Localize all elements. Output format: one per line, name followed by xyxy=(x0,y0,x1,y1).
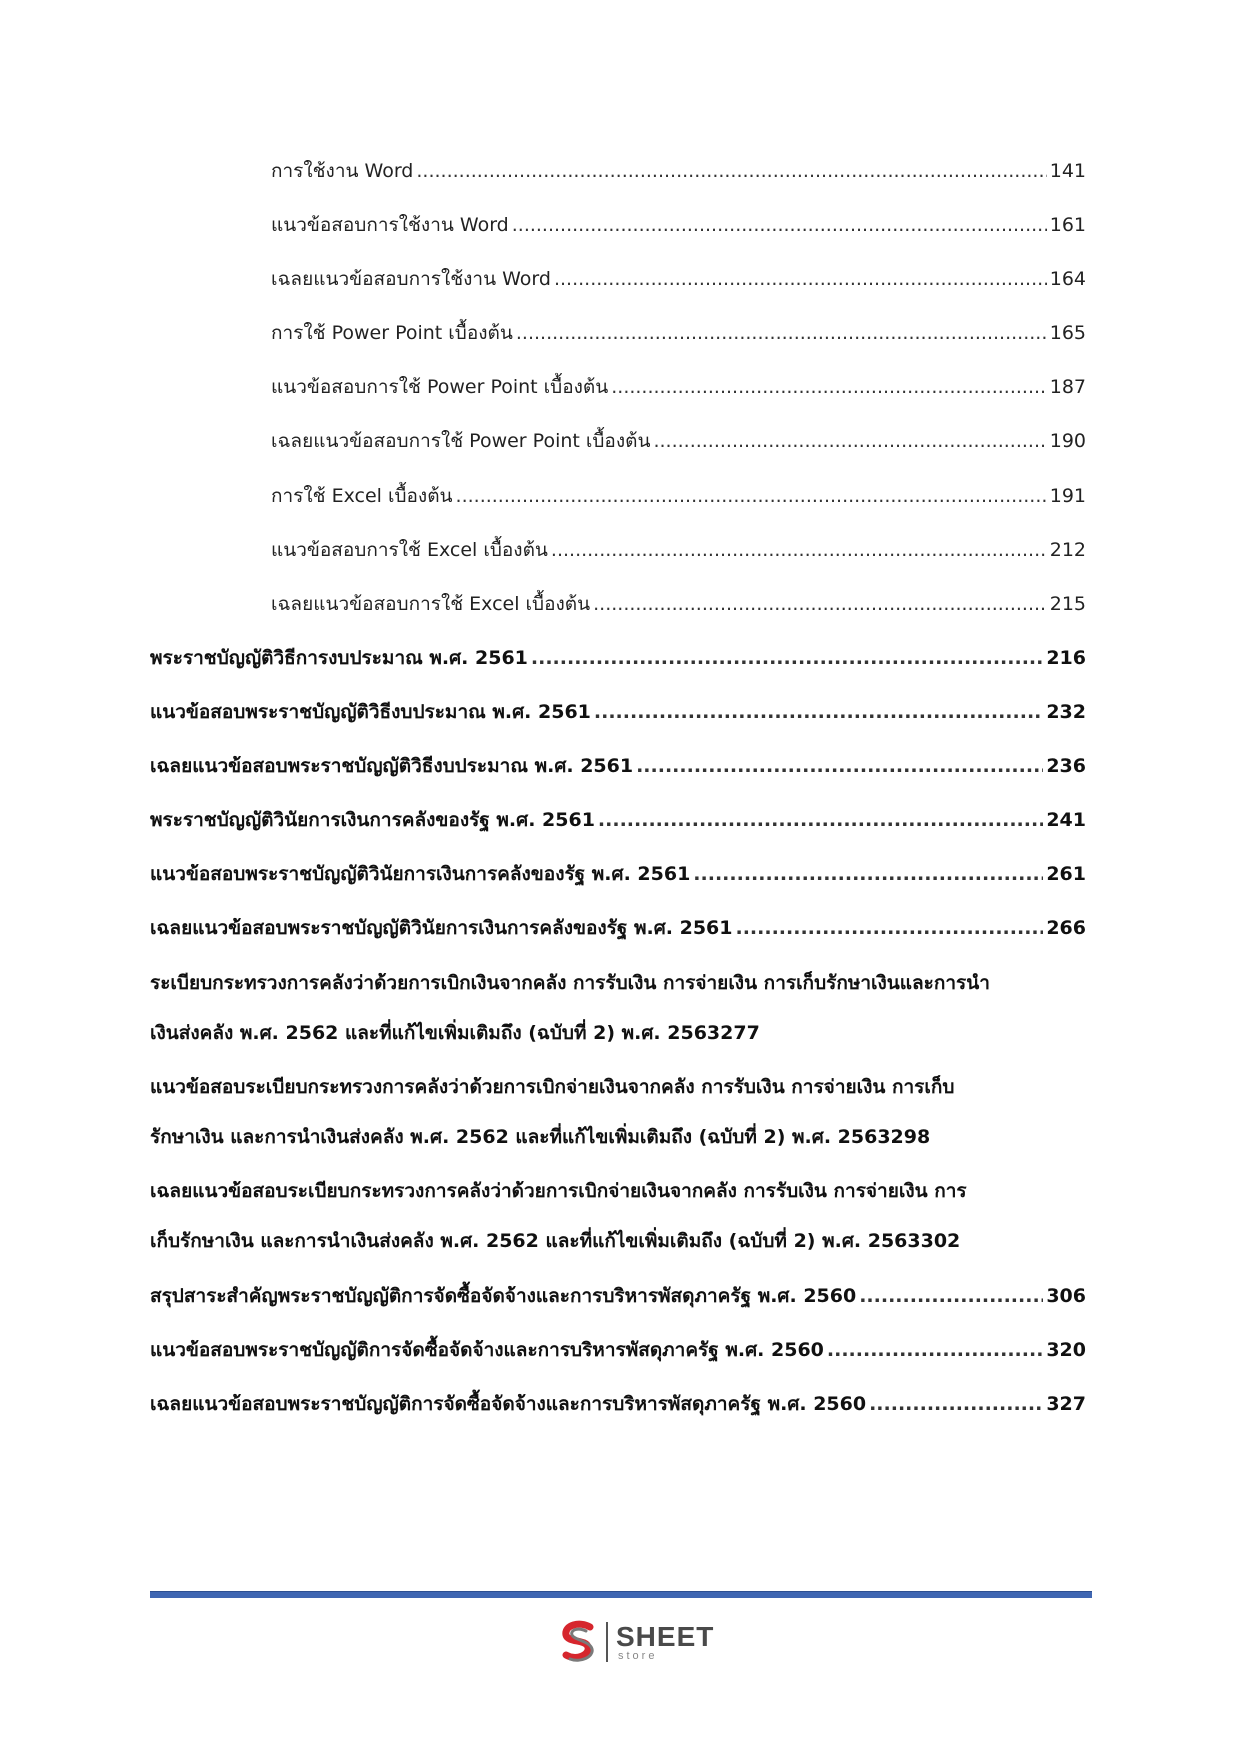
toc-entry-page: 306 xyxy=(1046,1285,1086,1307)
toc-leader-dots xyxy=(859,1285,1043,1307)
toc-entry-page: 190 xyxy=(1049,430,1086,452)
toc-entry-title: พระราชบัญญัติวิธีการงบประมาณ พ.ศ. 2561 xyxy=(150,647,528,669)
toc-entry[interactable] xyxy=(271,589,1086,619)
toc-entry-title: เฉลยแนวข้อสอบพระราชบัญญัติวินัยการเงินการคลังของรัฐ พ.ศ. 2561 xyxy=(150,917,733,939)
toc-entry-title: แนวข้อสอบพระราชบัญญัติวินัยการเงินการคลังของรัฐ พ.ศ. 2561 xyxy=(150,863,691,885)
toc-entry-page: 232 xyxy=(1046,701,1086,723)
toc-entry[interactable] xyxy=(150,913,1086,943)
toc-leader-dots xyxy=(594,701,1043,723)
toc-entry-title: เฉลยแนวข้อสอบการใช้ Excel เบื้องต้น xyxy=(271,593,591,615)
toc-entry-page: 165 xyxy=(1049,322,1086,344)
toc-entry[interactable] xyxy=(271,156,1086,186)
toc-entry-title: แนวข้อสอบพระราชบัญญัติการจัดซื้อจัดจ้างและการบริหารพัสดุภาครัฐ พ.ศ. 2560 xyxy=(150,1339,824,1361)
toc-entry-title: แนวข้อสอบการใช้ Power Point เบื้องต้น xyxy=(271,376,609,398)
footer-divider xyxy=(150,1591,1092,1598)
toc-entry-title: เฉลยแนวข้อสอบการใช้งาน Word xyxy=(271,268,551,290)
logo-word-store: store xyxy=(618,1649,658,1662)
toc-entry-title-line2-row xyxy=(150,1122,1086,1152)
toc-leader-dots xyxy=(869,1393,1043,1415)
toc-entry-page: 161 xyxy=(1049,214,1086,236)
toc-entry[interactable] xyxy=(150,1281,1086,1311)
toc-entry-page: 302 xyxy=(920,1230,961,1252)
toc-entry-title: การใช้ Excel เบื้องต้น xyxy=(271,485,453,507)
toc-entry-page: 191 xyxy=(1049,485,1086,507)
toc-entry[interactable] xyxy=(150,643,1086,673)
logo-separator xyxy=(606,1622,608,1662)
toc-entry-title: เฉลยแนวข้อสอบการใช้ Power Point เบื้องต้น xyxy=(271,430,651,452)
toc-leader-dots xyxy=(554,268,1047,290)
toc-entry-page: 261 xyxy=(1046,863,1086,885)
toc-entry[interactable] xyxy=(150,805,1086,835)
toc-leader-dots xyxy=(598,809,1043,831)
toc-entry-multiline[interactable] xyxy=(150,1072,1086,1152)
toc-entry-title: การใช้งาน Word xyxy=(271,160,414,182)
toc-entry-page: 216 xyxy=(1046,647,1086,669)
toc-leader-dots xyxy=(736,917,1044,939)
toc-entry[interactable] xyxy=(271,318,1086,348)
toc-entry[interactable] xyxy=(271,535,1086,565)
toc-entry-title-line1: เฉลยแนวข้อสอบระเบียบกระทรวงการคลังว่าด้วยการเบิกจ่ายเงินจากคลัง การรับเงิน การจ่ายเงิน การ xyxy=(150,1180,967,1202)
toc-entry-title-line1: ระเบียบกระทรวงการคลังว่าด้วยการเบิกเงินจากคลัง การรับเงิน การจ่ายเงิน การเก็บรักษาเงินและการนำ xyxy=(150,972,990,994)
toc-entry-multiline[interactable] xyxy=(150,968,1086,1048)
toc-entry-title: เฉลยแนวข้อสอบพระราชบัญญัติการจัดซื้อจัดจ้างและการบริหารพัสดุภาครัฐ พ.ศ. 2560 xyxy=(150,1393,867,1415)
toc-entry-page: 141 xyxy=(1049,160,1086,182)
toc-leader-dots xyxy=(653,430,1046,452)
toc-entry[interactable] xyxy=(271,426,1086,456)
logo-wordmark xyxy=(616,1620,715,1662)
toc-entry-page: 327 xyxy=(1046,1393,1086,1415)
toc-entry-page: 266 xyxy=(1046,917,1086,939)
sheet-store-s-icon xyxy=(556,1619,602,1665)
toc-leader-dots xyxy=(551,539,1047,561)
toc-entry-title-line2: เงินส่งคลัง พ.ศ. 2562 และที่แก้ไขเพิ่มเติมถึง (ฉบับที่ 2) พ.ศ. 2563 xyxy=(150,1022,721,1044)
toc-leader-dots xyxy=(827,1339,1043,1361)
toc-entry-title: แนวข้อสอบพระราชบัญญัติวิธีงบประมาณ พ.ศ. 2561 xyxy=(150,701,591,723)
toc-leader-dots xyxy=(516,322,1047,344)
toc-entry-title-line2: เก็บรักษาเงิน และการนำเงินส่งคลัง พ.ศ. 2562 และที่แก้ไขเพิ่มเติมถึง (ฉบับที่ 2) พ.ศ. 2563 xyxy=(150,1230,921,1252)
toc-leader-dots xyxy=(636,755,1043,777)
toc-entry-title-line2-row xyxy=(150,1226,1086,1256)
toc-entry[interactable] xyxy=(271,372,1086,402)
toc-entry[interactable] xyxy=(271,210,1086,240)
toc-entry-title: เฉลยแนวข้อสอบพระราชบัญญัติวิธีงบประมาณ พ.ศ. 2561 xyxy=(150,755,634,777)
toc-entry[interactable] xyxy=(150,1389,1086,1419)
toc-entry[interactable] xyxy=(150,859,1086,889)
sheet-store-logo xyxy=(556,1616,714,1668)
toc-entry-page: 320 xyxy=(1046,1339,1086,1361)
toc-entry-page: 241 xyxy=(1046,809,1086,831)
toc-entry-title: การใช้ Power Point เบื้องต้น xyxy=(271,322,513,344)
toc-leader-dots xyxy=(456,485,1047,507)
toc-entry-title-line1: แนวข้อสอบระเบียบกระทรวงการคลังว่าด้วยการเบิกจ่ายเงินจากคลัง การรับเงิน การจ่ายเงิน การเก็บ xyxy=(150,1076,955,1098)
toc-entry-page: 298 xyxy=(890,1126,931,1148)
toc-entry-page: 215 xyxy=(1049,593,1086,615)
toc-entry-page: 187 xyxy=(1049,376,1086,398)
toc-entry[interactable] xyxy=(150,1335,1086,1365)
toc-entry-multiline[interactable] xyxy=(150,1176,1086,1256)
toc-entry-page: 164 xyxy=(1049,268,1086,290)
logo-word-sheet: SHEET xyxy=(616,1620,715,1652)
toc-leader-dots xyxy=(512,214,1047,236)
toc-leader-dots xyxy=(693,863,1043,885)
toc-leader-dots xyxy=(416,160,1046,182)
toc-leader-dots xyxy=(531,647,1043,669)
toc-entry-title: สรุปสาระสำคัญพระราชบัญญัติการจัดซื้อจัดจ้างและการบริหารพัสดุภาครัฐ พ.ศ. 2560 xyxy=(150,1285,857,1307)
toc-leader-dots xyxy=(611,376,1047,398)
toc-entry-page: 236 xyxy=(1046,755,1086,777)
toc-entry-title-line2-row xyxy=(150,1018,1086,1048)
toc-entry-page: 277 xyxy=(720,1022,760,1044)
toc-entry-title-line2: รักษาเงิน และการนำเงินส่งคลัง พ.ศ. 2562 และที่แก้ไขเพิ่มเติมถึง (ฉบับที่ 2) พ.ศ. 2563 xyxy=(150,1126,891,1148)
toc-entry-title: พระราชบัญญัติวินัยการเงินการคลังของรัฐ พ.ศ. 2561 xyxy=(150,809,595,831)
toc-entry[interactable] xyxy=(271,264,1086,294)
toc-entry-title: แนวข้อสอบการใช้ Excel เบื้องต้น xyxy=(271,539,548,561)
toc-entry-title: แนวข้อสอบการใช้งาน Word xyxy=(271,214,509,236)
toc-entry[interactable] xyxy=(271,481,1086,511)
toc-entry[interactable] xyxy=(150,697,1086,727)
toc-leader-dots xyxy=(593,593,1047,615)
toc-entry[interactable] xyxy=(150,751,1086,781)
toc-entry-page: 212 xyxy=(1049,539,1086,561)
